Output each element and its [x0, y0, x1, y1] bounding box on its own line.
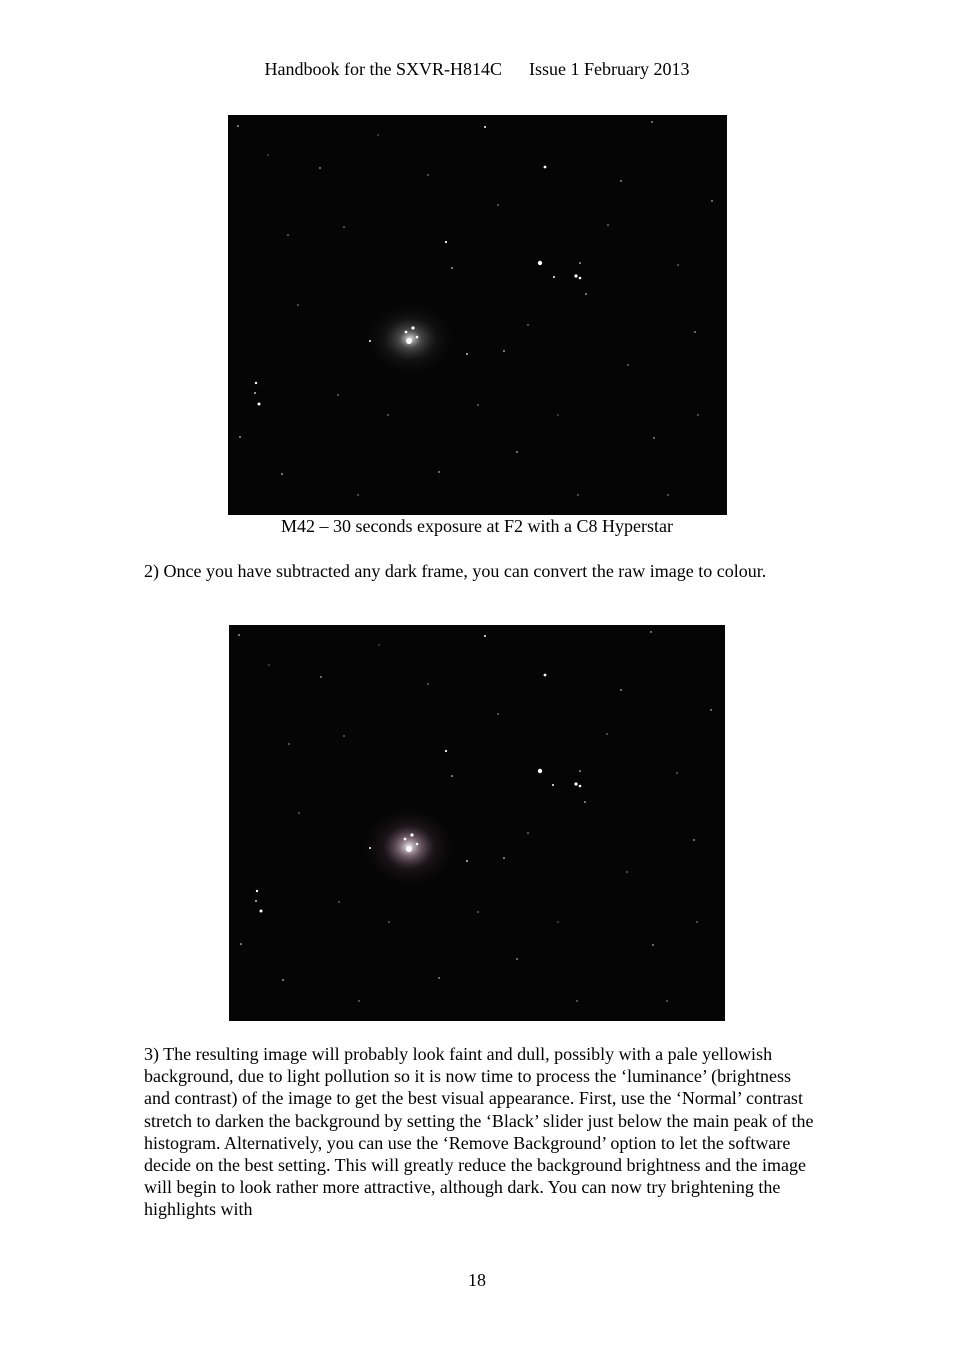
page-number: 18 [468, 1270, 486, 1290]
m42-raw-image [228, 115, 727, 515]
figure-caption: M42 – 30 seconds exposure at F2 with a C8 Hyperstar [281, 516, 673, 536]
paragraph-step-3: 3) The resulting image will probably look faint and dull, possibly with a pale yellowish background, due to light pollution so it is now time to process the ‘luminance’ (brightness and contrast) of the image to get the best visual appearance. First, use the ‘Normal’ contrast stretch to darken the background by setting the ‘Black’ slider just below the main peak of the histogram. Alternatively, you can use the ‘Remove Background’ option to let the software decide on the best setting. This will greatly reduce the background brightness and the image will begin to look rather more attractive, although dark. You can now try brightening the highlights with [144, 1044, 814, 1220]
starfield-image [228, 115, 727, 515]
page-header: Handbook for the SXVR-H814C Issue 1 February 2013 [264, 59, 690, 79]
paragraph-step-2: 2) Once you have subtracted any dark frame, you can convert the raw image to colour. [144, 561, 767, 581]
m42-colour-image [229, 625, 725, 1021]
starfield-image [229, 625, 725, 1021]
